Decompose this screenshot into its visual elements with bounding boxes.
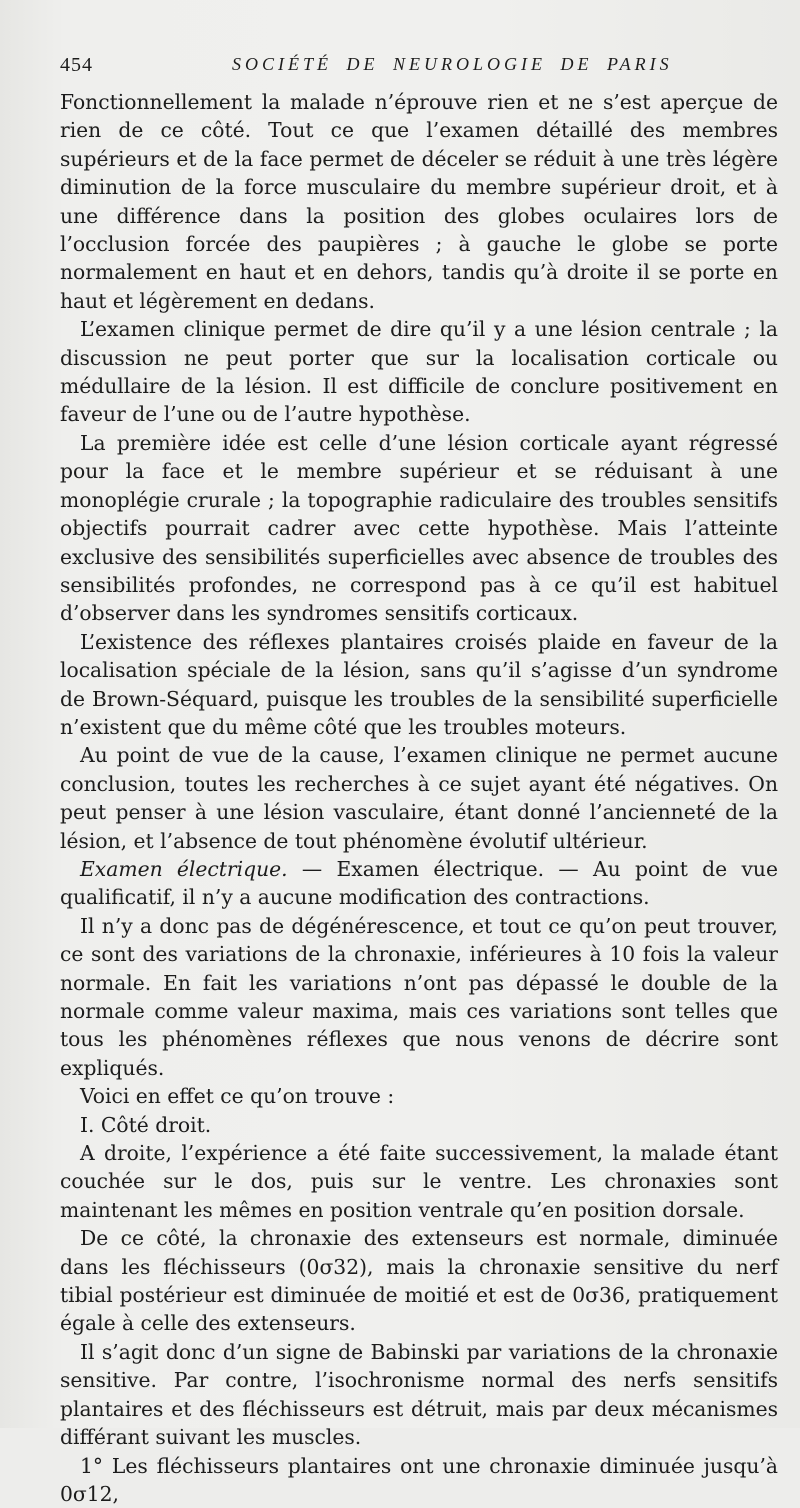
- body-text: [60, 88, 778, 1508]
- paragraph-babinski-sign: Il s’agit donc d’un signe de Babinski par variations de la chronaxie sensitive. Par contre, l’isochronisme normal des nerfs sensitifs plantaires et des fléchisseurs est détruit, mais par deux mécanismes différant suivant les muscles.: [60, 1338, 778, 1452]
- page-number: 454: [60, 54, 93, 77]
- page-header: [60, 54, 780, 88]
- paragraph-cortical-hypothesis: La première idée est celle d’une lésion corticale ayant régressé pour la face et le membre supérieur et se réduisant à une monoplégie crurale ; la topographie radiculaire des troubles sensitifs objectifs pourrait cadrer avec cette hypothèse. Mais l’atteinte exclusive des sensibilités superficielles avec absence de troubles des sensibilités profondes, ne correspond pas à ce qu’il est habituel d’observer dans les syndromes sensitifs corticaux.: [60, 429, 778, 628]
- section-heading-right-side: I. Côté droit.: [60, 1111, 778, 1139]
- paragraph-extensor-chronaxie: De ce côté, la chronaxie des extenseurs est normale, diminuée dans les fléchisseurs (0σ32), mais la chronaxie sensitive du nerf tibial postérieur est diminuée de moitié et est de 0σ36, pratiquement égale à celle des extenseurs.: [60, 1224, 778, 1338]
- paragraph-clinical-exam: L’examen clinique permet de dire qu’il y a une lésion centrale ; la discussion ne peut porter que sur la localisation corticale ou médullaire de la lésion. Il est difficile de conclure positivement en faveur de l’une ou de l’autre hypothèse.: [60, 315, 778, 429]
- paragraph-crossed-reflexes: L’existence des réflexes plantaires croisés plaide en faveur de la localisation spéciale de la lésion, sans qu’il s’agisse d’un syndrome de Brown-Séquard, puisque les troubles de la sensibilité superficielle n’existent que du même côté que les troubles moteurs.: [60, 628, 778, 742]
- paragraph-plantar-flexors: 1° Les fléchisseurs plantaires ont une chronaxie diminuée jusqu’à 0σ12,: [60, 1452, 778, 1508]
- paragraph-electrical-exam: [60, 855, 778, 912]
- paragraph-right-side-experiment: A droite, l’expérience a été faite successivement, la malade étant couchée sur le dos, puis sur le ventre. Les chronaxies sont maintenant les mêmes en position ventrale qu’en position dorsale.: [60, 1139, 778, 1224]
- electrical-exam-text: — Examen électrique. — Au point de vue qualificatif, il n’y a aucune modification des contractions.: [60, 857, 778, 909]
- paragraph-what-we-find: Voici en effet ce qu’on trouve :: [60, 1082, 778, 1110]
- paragraph-cause: Au point de vue de la cause, l’examen clinique ne permet aucune conclusion, toutes les recherches à ce sujet ayant été négatives. On peut penser à une lésion vasculaire, étant donné l’ancienneté de la lésion, et l’absence de tout phénomène évolutif ultérieur.: [60, 741, 778, 855]
- paragraph-continuation: Fonctionnellement la malade n’éprouve rien et ne s’est aperçue de rien de ce côté. Tout ce que l’examen détaillé des membres supérieurs et de la face permet de déceler se réduit à une très légère diminution de la force musculaire du membre supérieur droit, et à une différence dans la position des globes oculaires lors de l’occlusion forcée des paupières ; à gauche le globe se porte normalement en haut et en dehors, tandis qu’à droite il se porte en haut et légèrement en dedans.: [60, 88, 778, 315]
- running-title: SOCIÉTÉ DE NEUROLOGIE DE PARIS: [232, 54, 673, 75]
- electrical-exam-label: Examen électrique.: [80, 857, 288, 881]
- paragraph-chronaxie-variations: Il n’y a donc pas de dégénérescence, et tout ce qu’on peut trouver, ce sont des variations de la chronaxie, inférieures à 10 fois la valeur normale. En fait les variations n’ont pas dépassé le double de la normale comme valeur maxima, mais ces variations sont telles que tous les phénomènes réflexes que nous venons de décrire sont expliqués.: [60, 912, 778, 1082]
